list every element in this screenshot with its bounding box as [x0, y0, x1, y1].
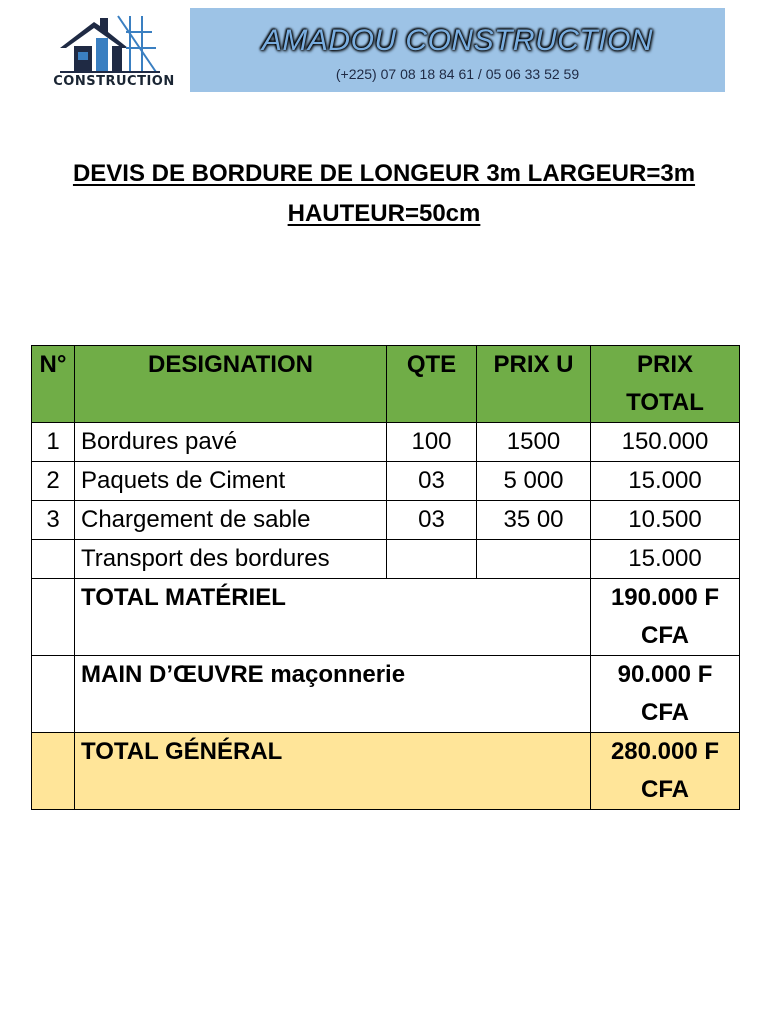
cell-prix-total: 10.500: [591, 501, 740, 540]
title-line-2: HAUTEUR=50cm: [287, 200, 481, 227]
cell-qte: 03: [387, 501, 477, 540]
table-header-row: [32, 346, 740, 423]
col-header-designation: DESIGNATION: [75, 346, 387, 423]
total-materiel-label: TOTAL MATÉRIEL: [75, 579, 591, 656]
total-materiel-value: 190.000 F CFA: [591, 579, 740, 656]
cell-prix-u: 5 000: [477, 462, 591, 501]
cell-qte: [387, 540, 477, 579]
cell-prix-total: 150.000: [591, 423, 740, 462]
col-header-qte: QTE: [387, 346, 477, 423]
cell-number: [32, 540, 75, 579]
cell-prix-u: 1500: [477, 423, 591, 462]
cell-prix-u: 35 00: [477, 501, 591, 540]
phone-numbers: (+225) 07 08 18 84 61 / 05 06 33 52 59: [335, 66, 580, 82]
col-header-number: N°: [32, 346, 75, 423]
total-general-row: [32, 733, 740, 810]
cell-empty: [32, 656, 75, 733]
cell-designation: Paquets de Ciment: [75, 462, 387, 501]
cell-number: 1: [32, 423, 75, 462]
header-banner: [190, 8, 725, 92]
table-row: [32, 462, 740, 501]
cell-prix-total: 15.000: [591, 540, 740, 579]
cell-qte: 100: [387, 423, 477, 462]
document-title: [40, 154, 728, 234]
total-materiel-row: [32, 579, 740, 656]
total-general-label: TOTAL GÉNÉRAL: [75, 733, 591, 810]
cell-prix-total: 15.000: [591, 462, 740, 501]
main-oeuvre-row: [32, 656, 740, 733]
cell-number: 3: [32, 501, 75, 540]
cell-prix-u: [477, 540, 591, 579]
main-oeuvre-label: MAIN D’ŒUVRE maçonnerie: [75, 656, 591, 733]
table-row: [32, 501, 740, 540]
table-row: [32, 540, 740, 579]
title-line-1: DEVIS DE BORDURE DE LONGEUR 3m LARGEUR=3m: [72, 160, 696, 187]
company-logo: [42, 8, 182, 92]
main-oeuvre-value: 90.000 F CFA: [591, 656, 740, 733]
cell-number: 2: [32, 462, 75, 501]
table-row: [32, 423, 740, 462]
col-header-prix-total: PRIX TOTAL: [591, 346, 740, 423]
company-name: AMADOU CONSTRUCTION: [261, 24, 654, 57]
cell-empty: [32, 579, 75, 656]
col-header-prix-u: PRIX U: [477, 346, 591, 423]
cell-designation: Transport des bordures: [75, 540, 387, 579]
cell-empty: [32, 733, 75, 810]
house-logo-icon: [56, 8, 166, 78]
cell-qte: 03: [387, 462, 477, 501]
cell-designation: Bordures pavé: [75, 423, 387, 462]
quote-table: [31, 345, 740, 810]
total-general-value: 280.000 F CFA: [591, 733, 740, 810]
logo-text: CONSTRUCTION: [53, 74, 175, 89]
cell-designation: Chargement de sable: [75, 501, 387, 540]
